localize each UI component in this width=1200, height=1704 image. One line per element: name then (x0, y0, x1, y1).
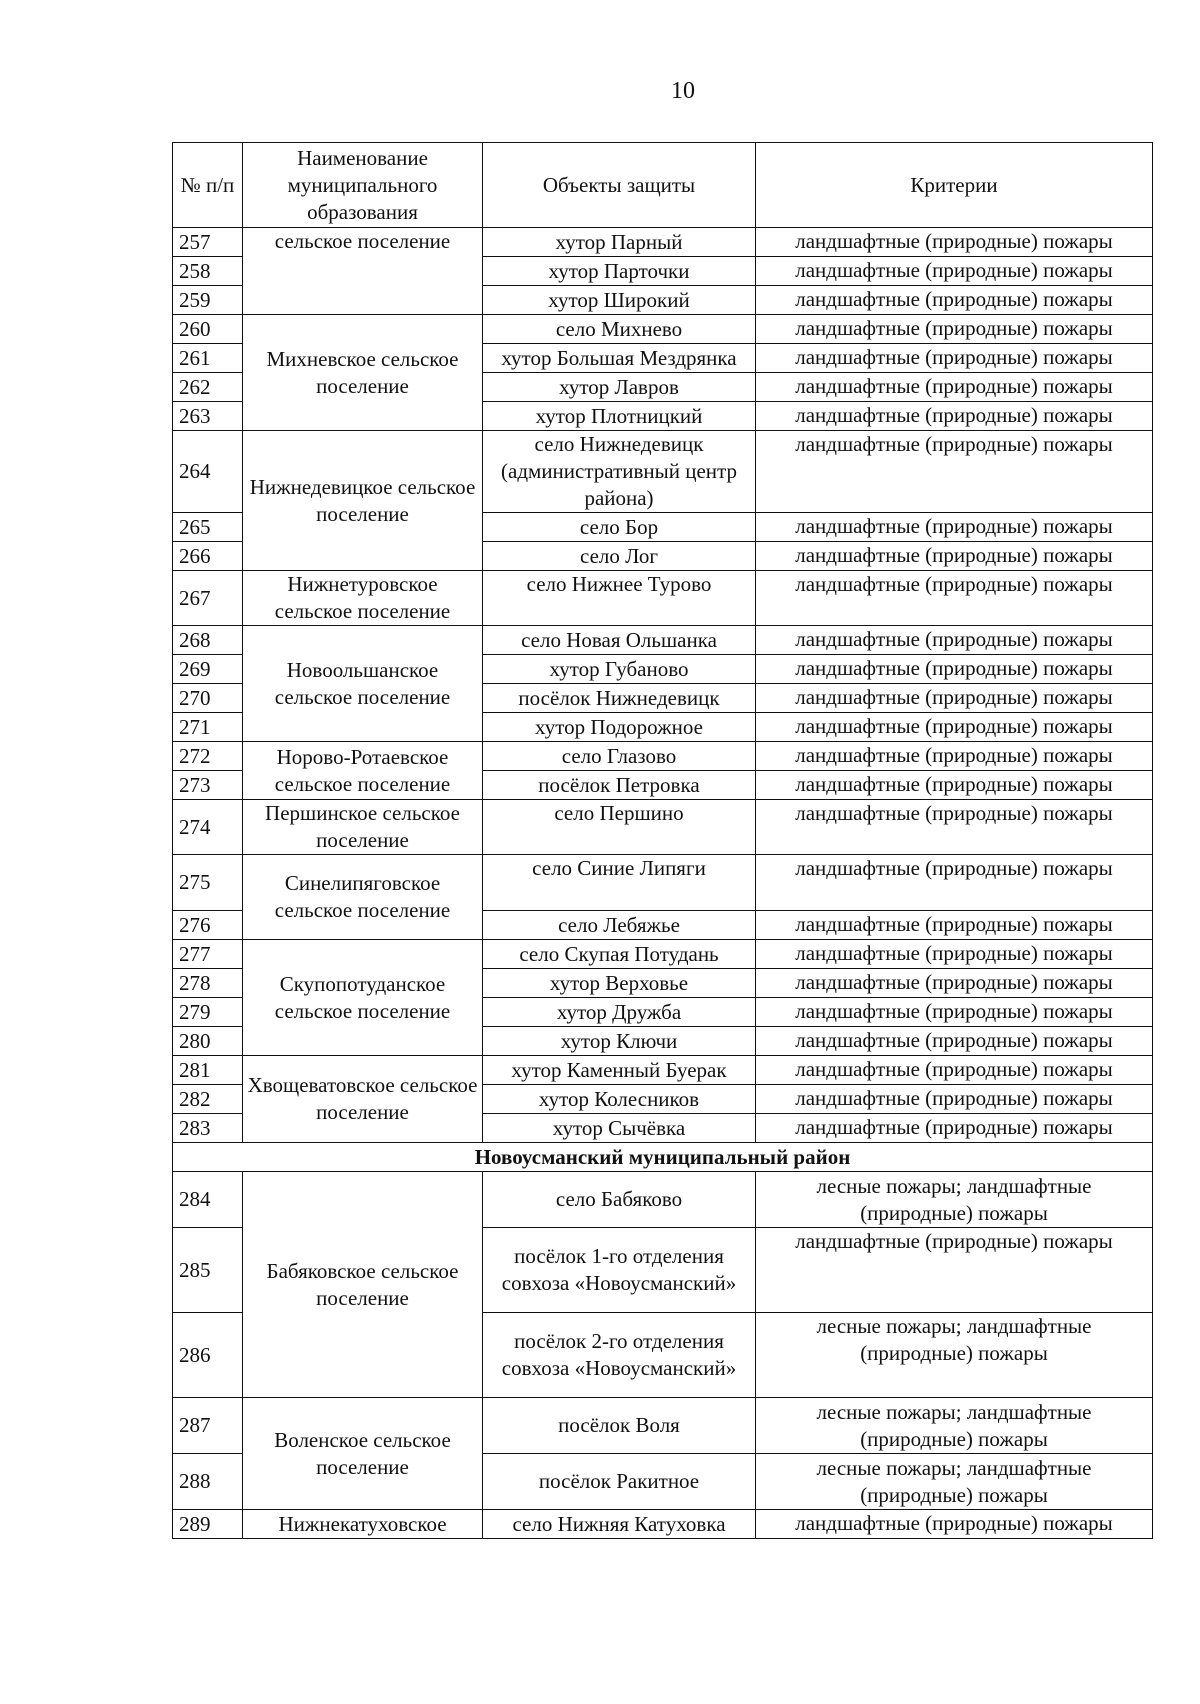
object-cell: посёлок 1-го отделения совхоза «Новоусманский» (483, 1228, 756, 1313)
object-cell: хутор Широкий (483, 286, 756, 315)
row-number: 279 (173, 998, 243, 1027)
table-row (173, 1172, 1153, 1228)
row-number: 289 (173, 1510, 243, 1539)
row-number: 286 (173, 1313, 243, 1398)
object-cell: село Лебяжье (483, 911, 756, 940)
table-row (173, 431, 1153, 513)
criteria-cell: лесные пожары; ландшафтные (природные) пожары (756, 1454, 1153, 1510)
row-number: 268 (173, 626, 243, 655)
table-row (173, 626, 1153, 655)
object-cell: хутор Парный (483, 228, 756, 257)
object-cell: хутор Лавров (483, 373, 756, 402)
row-number: 278 (173, 969, 243, 998)
object-cell: село Глазово (483, 742, 756, 771)
row-number: 259 (173, 286, 243, 315)
row-number: 283 (173, 1114, 243, 1143)
object-cell: село Новая Ольшанка (483, 626, 756, 655)
criteria-cell: ландшафтные (природные) пожары (756, 344, 1153, 373)
municipality-cell: Хвощеватовское сельское поселение (243, 1056, 483, 1143)
object-cell: село Скупая Потудань (483, 940, 756, 969)
criteria-cell: ландшафтные (природные) пожары (756, 571, 1153, 626)
object-cell: село Синие Липяги (483, 855, 756, 911)
object-cell: село Бор (483, 513, 756, 542)
section-title: Новоусманский муниципальный район (173, 1143, 1153, 1172)
object-cell: хутор Большая Мездрянка (483, 344, 756, 373)
object-cell: посёлок Воля (483, 1398, 756, 1454)
criteria-cell: ландшафтные (природные) пожары (756, 940, 1153, 969)
header-municipality: Наименование муниципального образования (243, 143, 483, 228)
criteria-cell: ландшафтные (природные) пожары (756, 969, 1153, 998)
criteria-cell: ландшафтные (природные) пожары (756, 626, 1153, 655)
criteria-cell: лесные пожары; ландшафтные (природные) пожары (756, 1313, 1153, 1398)
criteria-cell: ландшафтные (природные) пожары (756, 228, 1153, 257)
header-object: Объекты защиты (483, 143, 756, 228)
row-number: 272 (173, 742, 243, 771)
criteria-cell: ландшафтные (природные) пожары (756, 1027, 1153, 1056)
row-number: 257 (173, 228, 243, 257)
criteria-cell: лесные пожары; ландшафтные (природные) пожары (756, 1172, 1153, 1228)
criteria-cell: ландшафтные (природные) пожары (756, 286, 1153, 315)
criteria-cell: ландшафтные (природные) пожары (756, 1056, 1153, 1085)
object-cell: посёлок Ракитное (483, 1454, 756, 1510)
table-row (173, 855, 1153, 911)
table-row (173, 1056, 1153, 1085)
table-header-row (173, 143, 1153, 228)
criteria-cell: ландшафтные (природные) пожары (756, 257, 1153, 286)
row-number: 274 (173, 800, 243, 855)
object-cell: хутор Парточки (483, 257, 756, 286)
row-number: 277 (173, 940, 243, 969)
row-number: 262 (173, 373, 243, 402)
header-criteria: Критерии (756, 143, 1153, 228)
row-number: 271 (173, 713, 243, 742)
object-cell: хутор Колесников (483, 1085, 756, 1114)
protection-objects-table (172, 142, 1153, 1539)
municipality-cell: Норово-Ротаевское сельское поселение (243, 742, 483, 800)
row-number: 276 (173, 911, 243, 940)
criteria-cell: ландшафтные (природные) пожары (756, 431, 1153, 513)
table-row (173, 228, 1153, 257)
criteria-cell: ландшафтные (природные) пожары (756, 513, 1153, 542)
table-row (173, 1398, 1153, 1454)
object-cell: село Нижняя Катуховка (483, 1510, 756, 1539)
object-cell: хутор Каменный Буерак (483, 1056, 756, 1085)
object-cell: село Бабяково (483, 1172, 756, 1228)
municipality-cell: Скупопотуданское сельское поселение (243, 940, 483, 1056)
row-number: 260 (173, 315, 243, 344)
page-number: 10 (671, 78, 695, 104)
row-number: 288 (173, 1454, 243, 1510)
criteria-cell: ландшафтные (природные) пожары (756, 742, 1153, 771)
criteria-cell: ландшафтные (природные) пожары (756, 1510, 1153, 1539)
object-cell: хутор Ключи (483, 1027, 756, 1056)
criteria-cell: ландшафтные (природные) пожары (756, 998, 1153, 1027)
criteria-cell: ландшафтные (природные) пожары (756, 655, 1153, 684)
criteria-cell: ландшафтные (природные) пожары (756, 1228, 1153, 1313)
object-cell: хутор Губаново (483, 655, 756, 684)
table-row (173, 315, 1153, 344)
municipality-cell: Воленское сельское поселение (243, 1398, 483, 1510)
row-number: 258 (173, 257, 243, 286)
municipality-cell: Синелипяговское сельское поселение (243, 855, 483, 940)
row-number: 267 (173, 571, 243, 626)
header-number: № п/п (173, 143, 243, 228)
municipality-cell: Бабяковское сельское поселение (243, 1172, 483, 1398)
criteria-cell: ландшафтные (природные) пожары (756, 315, 1153, 344)
object-cell: село Михнево (483, 315, 756, 344)
object-cell: село Нижнедевицк (административный центр района) (483, 431, 756, 513)
table-row (173, 742, 1153, 771)
object-cell: хутор Плотницкий (483, 402, 756, 431)
criteria-cell: ландшафтные (природные) пожары (756, 771, 1153, 800)
table-row (173, 1510, 1153, 1539)
row-number: 269 (173, 655, 243, 684)
section-row (173, 1143, 1153, 1172)
row-number: 270 (173, 684, 243, 713)
object-cell: посёлок Нижнедевицк (483, 684, 756, 713)
object-cell: село Нижнее Турово (483, 571, 756, 626)
criteria-cell: ландшафтные (природные) пожары (756, 402, 1153, 431)
table-row (173, 800, 1153, 855)
criteria-cell: ландшафтные (природные) пожары (756, 713, 1153, 742)
row-number: 275 (173, 855, 243, 911)
criteria-cell: ландшафтные (природные) пожары (756, 684, 1153, 713)
object-cell: посёлок Петровка (483, 771, 756, 800)
municipality-cell: Першинское сельское поселение (243, 800, 483, 855)
object-cell: посёлок 2-го отделения совхоза «Новоусманский» (483, 1313, 756, 1398)
object-cell: село Першино (483, 800, 756, 855)
row-number: 281 (173, 1056, 243, 1085)
municipality-cell: Новоольшанское сельское поселение (243, 626, 483, 742)
criteria-cell: лесные пожары; ландшафтные (природные) пожары (756, 1398, 1153, 1454)
row-number: 264 (173, 431, 243, 513)
criteria-cell: ландшафтные (природные) пожары (756, 1114, 1153, 1143)
criteria-cell: ландшафтные (природные) пожары (756, 800, 1153, 855)
criteria-cell: ландшафтные (природные) пожары (756, 1085, 1153, 1114)
criteria-cell: ландшафтные (природные) пожары (756, 373, 1153, 402)
table-row (173, 571, 1153, 626)
object-cell: хутор Дружба (483, 998, 756, 1027)
object-cell: село Лог (483, 542, 756, 571)
row-number: 282 (173, 1085, 243, 1114)
municipality-cell: Нижнедевицкое сельское поселение (243, 431, 483, 571)
criteria-cell: ландшафтные (природные) пожары (756, 911, 1153, 940)
row-number: 287 (173, 1398, 243, 1454)
object-cell: хутор Верховье (483, 969, 756, 998)
row-number: 265 (173, 513, 243, 542)
municipality-cell: Нижнетуровское сельское поселение (243, 571, 483, 626)
object-cell: хутор Сычёвка (483, 1114, 756, 1143)
municipality-cell: сельское поселение (243, 228, 483, 315)
row-number: 280 (173, 1027, 243, 1056)
table-row (173, 940, 1153, 969)
municipality-cell: Нижнекатуховское (243, 1510, 483, 1539)
row-number: 284 (173, 1172, 243, 1228)
row-number: 266 (173, 542, 243, 571)
row-number: 261 (173, 344, 243, 373)
criteria-cell: ландшафтные (природные) пожары (756, 542, 1153, 571)
row-number: 273 (173, 771, 243, 800)
row-number: 285 (173, 1228, 243, 1313)
row-number: 263 (173, 402, 243, 431)
object-cell: хутор Подорожное (483, 713, 756, 742)
municipality-cell: Михневское сельское поселение (243, 315, 483, 431)
criteria-cell: ландшафтные (природные) пожары (756, 855, 1153, 911)
